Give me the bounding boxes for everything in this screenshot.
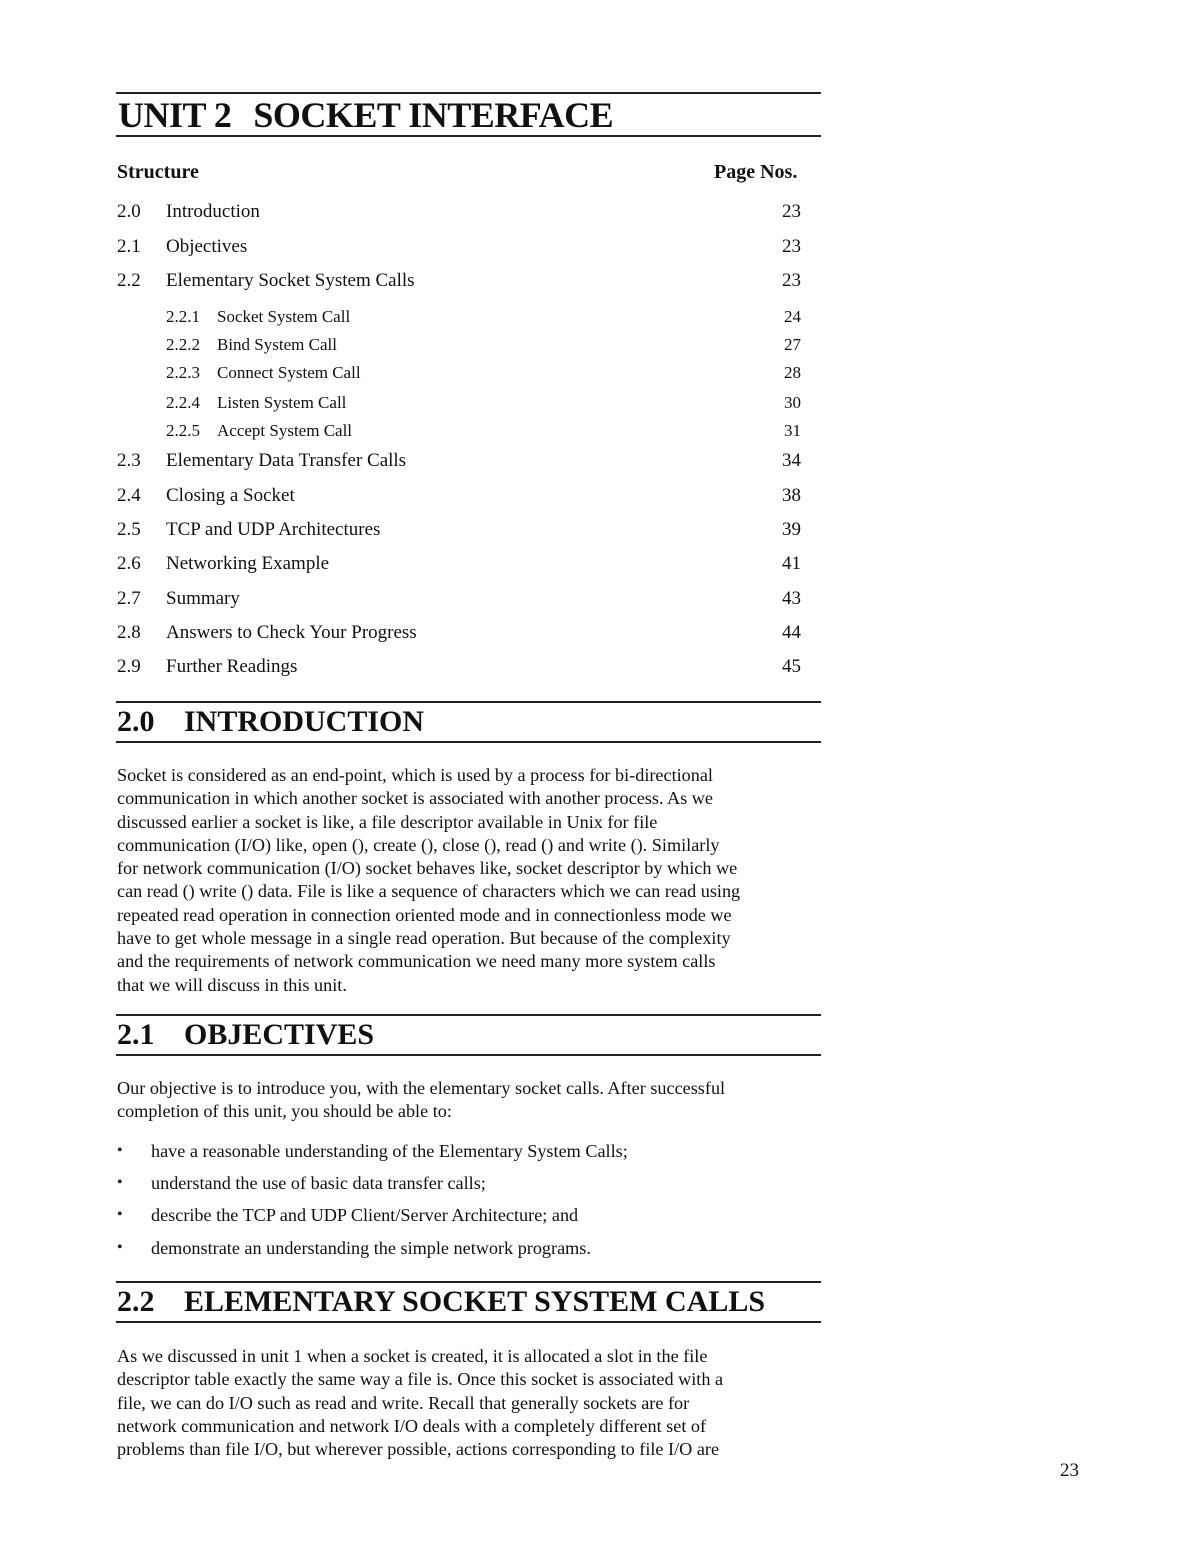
toc-entry-page: 31 — [784, 421, 801, 440]
toc-entry-label: Closing a Socket — [166, 485, 295, 506]
toc-entry-number: 2.6 — [117, 553, 141, 574]
toc-entry-page: 28 — [784, 363, 801, 382]
toc-entry — [117, 484, 801, 508]
toc-entry-label: Networking Example — [166, 553, 330, 574]
toc-entry-page: 24 — [784, 307, 801, 326]
toc-entry-page: 39 — [782, 519, 801, 540]
section-top-rule — [116, 701, 821, 703]
toc-entry-label: Summary — [166, 588, 240, 609]
paragraph-line: discussed earlier a socket is like, a file descriptor available in Unix for file — [117, 811, 658, 832]
bullet-dot: • — [117, 1174, 123, 1191]
toc-entry-label: Bind System Call — [217, 335, 337, 354]
toc-entry — [117, 552, 801, 576]
bullet-text: demonstrate an understanding the simple network programs. — [151, 1238, 591, 1258]
paragraph-line: repeated read operation in connection oriented mode and in connectionless mode we — [117, 904, 732, 925]
toc-entry — [117, 235, 801, 259]
section-title: OBJECTIVES — [184, 1018, 375, 1051]
toc-entry-number: 2.1 — [117, 236, 141, 257]
toc-pages-label: Page Nos. — [714, 161, 798, 183]
unit-title-text: SOCKET INTERFACE — [253, 95, 614, 135]
introduction-paragraph — [117, 764, 822, 997]
paragraph-line: network communication and network I/O deals with a completely different set of — [117, 1415, 707, 1436]
title-bottom-rule — [116, 135, 821, 137]
toc-entry-label: Elementary Data Transfer Calls — [166, 450, 407, 471]
toc-entry-number: 2.2.5 — [166, 421, 200, 440]
toc-entry-number: 2.5 — [117, 519, 141, 540]
section-top-rule — [116, 1281, 821, 1283]
toc-entry-page: 23 — [782, 201, 801, 222]
bullet-dot: • — [117, 1206, 123, 1223]
section-top-rule — [116, 1014, 821, 1016]
toc-entry-label: Connect System Call — [217, 363, 361, 382]
toc-entry-number: 2.2 — [117, 270, 141, 291]
toc-subentry — [117, 305, 801, 329]
toc-subentry — [117, 391, 801, 415]
toc-entry-number: 2.0 — [117, 201, 141, 222]
paragraph-line: problems than file I/O, but wherever possible, actions corresponding to file I/O are — [117, 1439, 720, 1460]
unit-title — [118, 93, 613, 137]
toc-entry-number: 2.2.3 — [166, 363, 200, 382]
toc-entry-label: Listen System Call — [217, 393, 347, 412]
section-number: 2.1 — [117, 1018, 155, 1051]
toc-entry — [117, 449, 801, 473]
toc-entry-page: 43 — [782, 588, 801, 609]
toc-entry — [117, 587, 801, 611]
toc-entry-label: Elementary Socket System Calls — [166, 270, 415, 291]
toc-entry-page: 45 — [782, 656, 801, 677]
paragraph-line: can read () write () data. File is like a sequence of characters which we can read using — [117, 881, 741, 902]
unit-number: UNIT 2 — [118, 95, 232, 135]
toc-entry-page: 30 — [784, 393, 801, 412]
elementary-calls-paragraph — [117, 1345, 822, 1461]
bullet-dot: • — [117, 1142, 123, 1159]
toc-entry-number: 2.2.1 — [166, 307, 200, 326]
toc-subentry — [117, 419, 801, 443]
toc-entry — [117, 655, 801, 679]
toc-subentry — [117, 361, 801, 385]
paragraph-line: for network communication (I/O) socket behaves like, socket descriptor by which we — [117, 858, 738, 879]
toc-entry — [117, 621, 801, 645]
toc-entry-number: 2.2.4 — [166, 393, 200, 412]
toc-entry-label: Answers to Check Your Progress — [166, 622, 417, 643]
toc-entry-page: 23 — [782, 236, 801, 257]
toc-entry-number: 2.8 — [117, 622, 141, 643]
toc-entry-label: Further Readings — [166, 656, 298, 677]
section-number: 2.0 — [117, 705, 155, 738]
section-heading-objectives — [117, 1017, 374, 1053]
toc-entry-page: 27 — [784, 335, 801, 354]
toc-entry-number: 2.9 — [117, 656, 141, 677]
toc-entry — [117, 518, 801, 542]
bullet-dot: • — [117, 1239, 123, 1256]
toc-entry — [117, 200, 801, 224]
section-title: ELEMENTARY SOCKET SYSTEM CALLS — [184, 1285, 766, 1318]
paragraph-line: Our objective is to introduce you, with the elementary socket calls. After successful — [117, 1078, 726, 1098]
paragraph-line: have to get whole message in a single read operation. But because of the complexity — [117, 928, 731, 949]
toc-entry-page: 34 — [782, 450, 801, 471]
paragraph-line: completion of this unit, you should be able to: — [117, 1101, 452, 1122]
toc-entry-page: 41 — [782, 553, 801, 574]
toc-entry-number: 2.4 — [117, 485, 141, 506]
section-heading-elementary-calls — [117, 1284, 765, 1320]
section-bottom-rule — [116, 1054, 821, 1056]
paragraph-line: As we discussed in unit 1 when a socket is created, it is allocated a slot in the file — [117, 1346, 708, 1366]
section-bottom-rule — [116, 741, 821, 743]
section-number: 2.2 — [117, 1285, 155, 1318]
objectives-paragraph — [117, 1077, 822, 1124]
toc-entry-page: 44 — [782, 622, 801, 643]
toc-entry-label: TCP and UDP Architectures — [166, 519, 381, 540]
paragraph-line: and the requirements of network communication we need many more system calls — [117, 951, 716, 972]
paragraph-line: communication in which another socket is associated with another process. As we — [117, 788, 713, 809]
paragraph-line: that we will discuss in this unit. — [117, 974, 347, 995]
toc-subentry — [117, 333, 801, 357]
paragraph-line: Socket is considered as an end-point, which is used by a process for bi-directional — [117, 765, 713, 785]
page-number: 23 — [1060, 1460, 1079, 1481]
section-title: INTRODUCTION — [184, 705, 425, 738]
bullet-text: have a reasonable understanding of the Elementary System Calls; — [151, 1141, 628, 1161]
toc-entry-label: Socket System Call — [217, 307, 351, 326]
toc-entry-page: 23 — [782, 270, 801, 291]
toc-entry-number: 2.3 — [117, 450, 141, 471]
section-heading-introduction — [117, 704, 424, 740]
toc-entry-label: Introduction — [166, 201, 260, 222]
bullet-text: understand the use of basic data transfer calls; — [151, 1173, 486, 1193]
toc-entry-label: Objectives — [166, 236, 248, 257]
toc-entry-number: 2.7 — [117, 588, 141, 609]
bullet-text: describe the TCP and UDP Client/Server Architecture; and — [151, 1205, 579, 1225]
section-bottom-rule — [116, 1321, 821, 1323]
toc-entry-label: Accept System Call — [217, 421, 353, 440]
toc-structure-label: Structure — [117, 161, 199, 183]
paragraph-line: descriptor table exactly the same way a file is. Once this socket is associated with a — [117, 1369, 724, 1390]
paragraph-line: file, we can do I/O such as read and write. Recall that generally sockets are for — [117, 1392, 690, 1413]
toc-entry — [117, 269, 801, 293]
toc-entry-page: 38 — [782, 485, 801, 506]
toc-entry-number: 2.2.2 — [166, 335, 200, 354]
paragraph-line: communication (I/O) like, open (), create (), close (), read () and write (). Similarly — [117, 834, 720, 855]
